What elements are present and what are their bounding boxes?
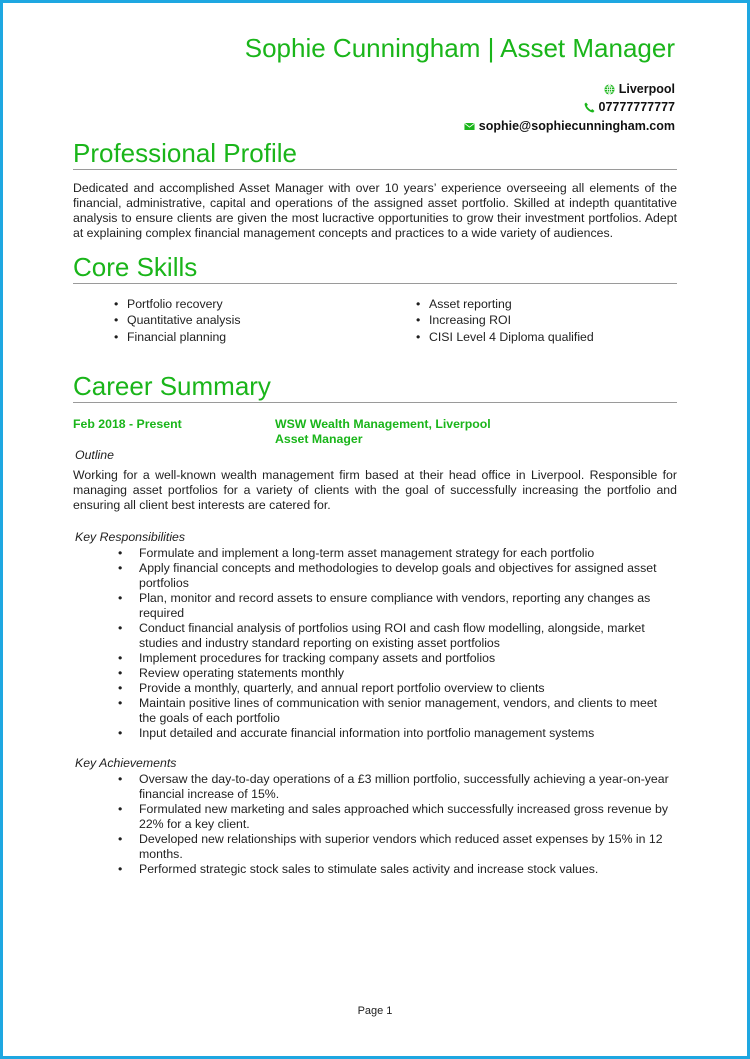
list-item: • Input detailed and accurate financial information into portfolio management systems: [139, 726, 677, 741]
phone-text[interactable]: 07777777777: [598, 100, 675, 114]
skill-item: • Portfolio recovery: [114, 296, 240, 312]
list-item: • Provide a monthly, quarterly, and annual report portfolio overview to clients: [139, 681, 677, 696]
responsibilities-list: [139, 546, 677, 741]
contact-phone: [584, 100, 675, 114]
achievements-list: [139, 772, 677, 877]
skill-item: • CISI Level 4 Diploma qualified: [416, 329, 594, 345]
skill-item: • Financial planning: [114, 329, 240, 345]
email-link[interactable]: sophie@sophiecunningham.com: [478, 119, 675, 133]
list-item: • Apply financial concepts and methodologies to develop goals and objectives for assigned asset portfolios: [139, 561, 677, 591]
outline-label: Outline: [75, 448, 114, 462]
location-text: Liverpool: [618, 82, 675, 96]
globe-icon: [604, 84, 615, 95]
list-item: • Developed new relationships with superior vendors which reduced asset expenses by 15% in 12 months.: [139, 832, 677, 862]
list-item: • Conduct financial analysis of portfolios using ROI and cash flow modelling, alongside, market studies and industry standard reporting on existing asset portfolios: [139, 621, 677, 651]
job-company: WSW Wealth Management, Liverpool: [275, 417, 491, 431]
skill-item: • Quantitative analysis: [114, 312, 240, 328]
list-item: • Review operating statements monthly: [139, 666, 677, 681]
outline-text: Working for a well-known wealth management firm based at their head office in Liverpool. Responsible for managing asset portfolios for a variety of clients with the goal of successfully increasing the portfolio and ensuring all client best interests are catered for.: [73, 468, 677, 512]
skills-heading: Core Skills: [73, 252, 677, 284]
profile-text: Dedicated and accomplished Asset Manager with over 10 years’ experience overseeing all elements of the financial, administrative, capital and operations of the assigned asset portfolio. Skilled at indepth quantitative analysis to ensure clients are given the most lucractive opportunities to grow their investment portfolios. Adept at explaining complex financial management concepts and practices to a wide variety of audiences.: [73, 181, 677, 240]
list-item: • Plan, monitor and record assets to ensure compliance with vendors, reporting any changes as required: [139, 591, 677, 621]
skills-column-1: [114, 296, 240, 345]
skill-item: • Increasing ROI: [416, 312, 594, 328]
list-item: • Performed strategic stock sales to stimulate sales activity and increase stock values.: [139, 862, 677, 877]
profile-heading: Professional Profile: [73, 138, 677, 170]
page-title: Sophie Cunningham | Asset Manager: [244, 33, 675, 63]
skills-column-2: [416, 296, 594, 345]
skill-item: • Asset reporting: [416, 296, 594, 312]
career-heading: Career Summary: [73, 371, 677, 403]
list-item: • Maintain positive lines of communication with senior management, vendors, and clients to meet the goals of each portfolio: [139, 696, 677, 726]
phone-icon: [584, 102, 595, 113]
list-item: • Oversaw the day-to-day operations of a £3 million portfolio, successfully achieving a year-on-year financial increase of 15%.: [139, 772, 677, 802]
job-title: Asset Manager: [275, 432, 363, 446]
job-dates: Feb 2018 - Present: [73, 417, 182, 431]
list-item: • Formulate and implement a long-term asset management strategy for each portfolio: [139, 546, 677, 561]
page-number: Page 1: [357, 1005, 393, 1017]
achievements-label: Key Achievements: [75, 756, 177, 770]
contact-location: [604, 82, 675, 96]
contact-email: [464, 119, 675, 133]
responsibilities-label: Key Responsibilities: [75, 530, 186, 544]
list-item: • Formulated new marketing and sales approached which successfully increased gross revenue by 22% for a key client.: [139, 802, 677, 832]
envelope-icon: [464, 121, 475, 132]
list-item: • Implement procedures for tracking company assets and portfolios: [139, 651, 677, 666]
